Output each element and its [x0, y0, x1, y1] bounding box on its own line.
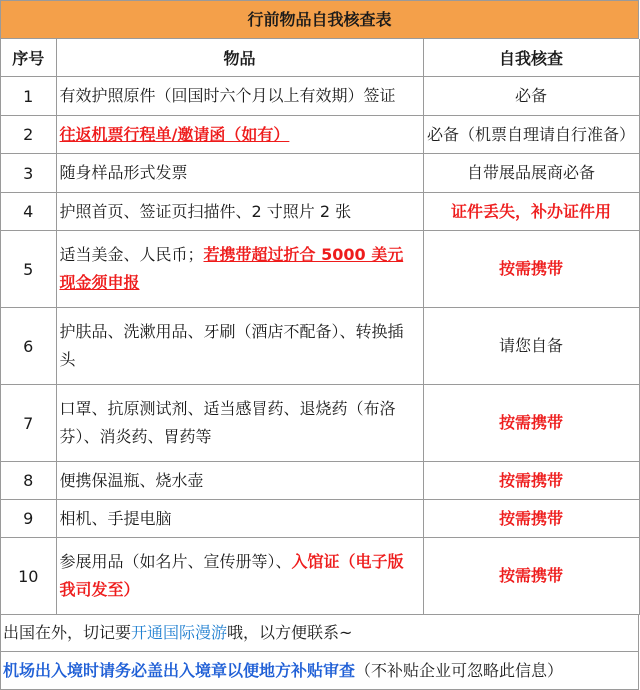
roaming-note-link: 开通国际漫游 — [131, 623, 228, 642]
row-check: 按需携带 — [423, 538, 639, 615]
roaming-note-pre: 出国在外，切记要 — [3, 623, 132, 642]
row-item: 随身样品形式发票 — [56, 154, 423, 193]
row-item: 相机、手提电脑 — [56, 500, 423, 538]
row-item-highlight: 若携带超过折合 5000 美元现金须申报 — [59, 245, 404, 292]
header-item: 物品 — [56, 39, 423, 77]
row-number: 8 — [1, 462, 56, 500]
row-check: 请您自备 — [423, 308, 639, 385]
table-row — [1, 462, 639, 500]
row-item — [56, 116, 423, 154]
row-number: 9 — [1, 500, 56, 538]
header-check: 自我核查 — [423, 39, 639, 77]
row-item: 有效护照原件（回国时六个月以上有效期）签证 — [56, 77, 423, 116]
row-item-text: 参展用品（如名片、宣传册等）、 — [59, 552, 292, 571]
row-check: 证件丢失，补办证件用 — [423, 193, 639, 231]
row-check: 按需携带 — [423, 385, 639, 462]
row-number: 4 — [1, 193, 56, 231]
table-row — [1, 231, 639, 308]
stamp-note — [1, 652, 639, 690]
row-check: 按需携带 — [423, 462, 639, 500]
table-row — [1, 193, 639, 231]
row-item-highlight: 往返机票行程单/邀请函（如有） — [59, 124, 290, 144]
stamp-note-rest: （不补贴企业可忽略此信息） — [355, 661, 564, 680]
row-check: 必备（机票自理请自行准备） — [423, 116, 639, 154]
table-row — [1, 154, 639, 193]
row-item-highlight: 入馆证（电子版我司发至） — [59, 552, 404, 599]
row-check: 自带展品展商必备 — [423, 154, 639, 193]
row-number: 2 — [1, 116, 56, 154]
row-item: 便携保温瓶、烧水壶 — [56, 462, 423, 500]
row-number: 3 — [1, 154, 56, 193]
table-row — [1, 385, 639, 462]
table-row — [1, 77, 639, 116]
row-item-text: 适当美金、人民币； — [59, 245, 204, 264]
sheet-title: 行前物品自我核查表 — [1, 1, 639, 39]
roaming-note — [1, 615, 639, 652]
row-item — [56, 538, 423, 615]
table-row — [1, 500, 639, 538]
row-check: 必备 — [423, 77, 639, 116]
table-row — [1, 538, 639, 615]
row-number: 5 — [1, 231, 56, 308]
checklist-table — [1, 39, 640, 615]
row-check: 按需携带 — [423, 231, 639, 308]
row-number: 7 — [1, 385, 56, 462]
row-number: 1 — [1, 77, 56, 116]
row-item: 护肤品、洗漱用品、牙刷（酒店不配备）、转换插头 — [56, 308, 423, 385]
stamp-note-bold: 机场出入境时请务必盖出入境章以便地方补贴审查 — [3, 661, 356, 680]
row-item: 护照首页、签证页扫描件、2 寸照片 2 张 — [56, 193, 423, 231]
row-check: 按需携带 — [423, 500, 639, 538]
row-item — [56, 231, 423, 308]
row-item: 口罩、抗原测试剂、适当感冒药、退烧药（布洛芬）、消炎药、胃药等 — [56, 385, 423, 462]
row-number: 10 — [1, 538, 56, 615]
header-row — [1, 39, 639, 77]
roaming-note-post: 哦，以方便联系~ — [227, 623, 353, 642]
row-number: 6 — [1, 308, 56, 385]
header-no: 序号 — [1, 39, 56, 77]
table-row — [1, 116, 639, 154]
table-row — [1, 308, 639, 385]
